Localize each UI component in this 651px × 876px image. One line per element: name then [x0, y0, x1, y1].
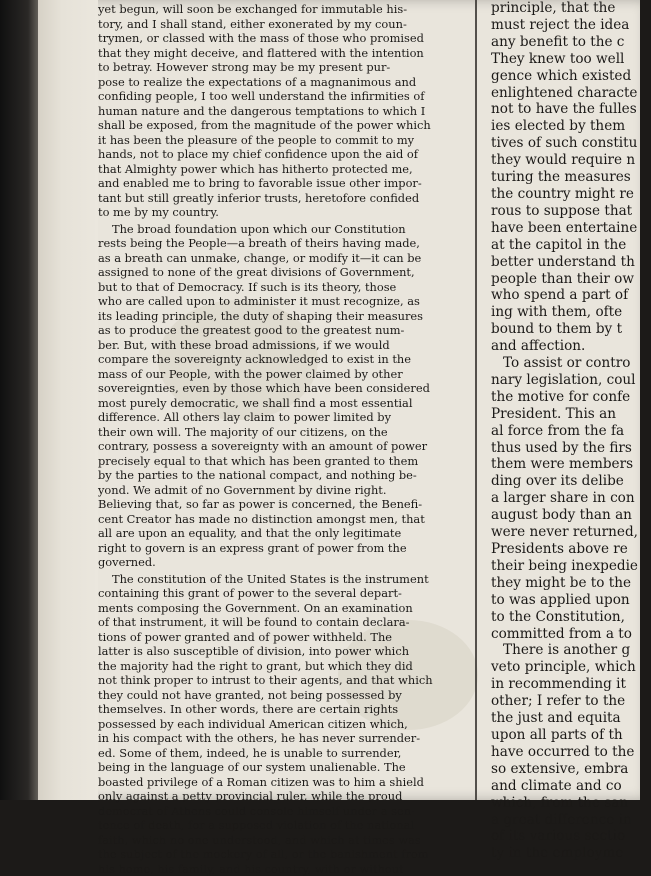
text-line: but to that of Democracy. If such is its theory, those [98, 280, 516, 295]
text-line: upon all parts of th [491, 727, 651, 744]
text-line: a great difference in [491, 812, 651, 829]
text-line: of that instrument, it will be found to contain declara- [98, 615, 516, 630]
text-line: were never returned, [491, 524, 651, 541]
text-line: tives of such constitu [491, 135, 651, 152]
text-line: The broad foundation upon which our Constitution [98, 222, 516, 237]
text-line: There is another g [491, 642, 651, 659]
text-line: precisely equal to that which has been granted to them [98, 454, 516, 469]
text-line: its leading principle, the duty of shaping their measures [98, 309, 516, 324]
text-line: mass of our People, with the power claimed by other [98, 367, 516, 382]
text-line: the just and equita [491, 710, 651, 727]
text-line: tant but still greatly inferior trusts, heretofore confided [98, 191, 516, 206]
text-line: compare the sovereignty acknowledged to exist in the [98, 352, 516, 367]
text-line: Presidents above re [491, 541, 651, 558]
text-line: ding over its delibe [491, 473, 651, 490]
text-line: veto principle, which [491, 659, 651, 676]
text-line: ies elected by them [491, 118, 651, 135]
text-line: a larger share in con [491, 490, 651, 507]
paragraph [98, 2, 516, 220]
text-line: which, from the san [491, 795, 651, 812]
text-line: ber. But, with these broad admissions, if we would [98, 338, 516, 353]
text-line: as to produce the greatest good to the greatest num- [98, 323, 516, 338]
text-line: so extensive, embra [491, 761, 651, 778]
text-line: ty in the employme [491, 845, 651, 862]
text-line: tions of power granted and of power withheld. The [98, 630, 516, 645]
right-text-column [491, 0, 651, 800]
text-line: the motive for confe [491, 389, 651, 406]
column-rule [475, 0, 477, 800]
text-line: and affection. [491, 338, 651, 355]
text-line: not to have the fulles [491, 101, 651, 118]
text-line: enlightened characte [491, 85, 651, 102]
text-line: faith, which no one understood, and which at times was [98, 833, 516, 848]
text-line: of its various sectio [491, 828, 651, 845]
text-line: they would require n [491, 152, 651, 169]
text-line: them were members [491, 456, 651, 473]
paragraph [98, 222, 516, 570]
text-line: trymen, or classed with the mass of those who promised [98, 31, 516, 46]
text-line: not think proper to intrust to their agents, and that which [98, 673, 516, 688]
text-line: to me by my country. [98, 205, 516, 220]
text-line: President. This an [491, 406, 651, 423]
text-line: turing the measures [491, 169, 651, 186]
text-line: nary legislation, coul [491, 372, 651, 389]
text-line: containing this grant of power to the several depart- [98, 586, 516, 601]
text-line: ments composing the Government. On an examination [98, 601, 516, 616]
text-line: ing with them, ofte [491, 304, 651, 321]
paragraph [98, 572, 516, 876]
text-line: that they might deceive, and flattered with the intention [98, 46, 516, 61]
text-line: possessed by each individual American citizen which, [98, 717, 516, 732]
text-line: august body than an [491, 507, 651, 524]
text-line: most purely democratic, we shall find a most essential [98, 396, 516, 411]
text-line: have occurred to the [491, 744, 651, 761]
text-line: other; I refer to the [491, 693, 651, 710]
text-line: at the capitol in the [491, 237, 651, 254]
text-line: al force from the fa [491, 423, 651, 440]
text-line: rests being the People—a breath of theirs having made, [98, 236, 516, 251]
text-line: in his compact with the others, he has never surrender- [98, 731, 516, 746]
text-line: tence of death, for a supposed violation of the national [98, 818, 516, 833]
text-line: by the parties to the national compact, and nothing be- [98, 468, 516, 483]
text-line: committed from a to [491, 626, 651, 643]
text-line: only against a petty provincial ruler, while the proud [98, 789, 516, 804]
text-line: democrat of Athens could console himself under a sen- [98, 804, 516, 819]
text-line: as a breath can unmake, change, or modify it—it can be [98, 251, 516, 266]
text-line: confiding people, I too well understand the infirmities of [98, 89, 516, 104]
text-line: governed. [98, 555, 516, 570]
text-line: better understand th [491, 254, 651, 271]
text-line: must reject the idea [491, 17, 651, 34]
text-line: being in the language of our system unalienable. The [98, 760, 516, 775]
text-line: that Almighty power which has hitherto protected me, [98, 162, 516, 177]
text-line: difference. All others lay claim to power limited by [98, 410, 516, 425]
dark-background [0, 0, 40, 800]
text-line: pose to realize the expectations of a magnanimous and [98, 75, 516, 90]
text-line: they might be to the [491, 575, 651, 592]
text-line: contrary, possess a sovereignty with an amount of power [98, 439, 516, 454]
text-line: to betray. However strong may be my present pur- [98, 60, 516, 75]
text-line: their own will. The majority of our citizens, on the [98, 425, 516, 440]
text-line: Believing that, so far as power is concerned, the Benefi- [98, 497, 516, 512]
text-line: sovereignties, even by those which have been considered [98, 381, 516, 396]
text-line: they could not have granted, not being possessed by [98, 688, 516, 703]
text-line: They knew too well [491, 51, 651, 68]
text-line: assigned to none of the great divisions of Government, [98, 265, 516, 280]
text-line: tory, and I shall stand, either exonerated by my coun- [98, 17, 516, 32]
text-line: who are called upon to administer it must recognize, as [98, 294, 516, 309]
text-line: who spend a part of [491, 287, 651, 304]
text-line: bound to them by t [491, 321, 651, 338]
text-line: hands, not to place my chief confidence upon the aid of [98, 147, 516, 162]
text-line: shall be exposed, from the magnitude of the power which [98, 118, 516, 133]
text-line: human nature and the dangerous temptations to which I [98, 104, 516, 119]
text-line: the country might re [491, 186, 651, 203]
text-line: yet begun, will soon be exchanged for immutable his- [98, 2, 516, 17]
text-line: yond. We admit of no Government by divine right. [98, 483, 516, 498]
text-line: and climate and co [491, 778, 651, 795]
text-line: all are upon an equality, and that the only legitimate [98, 526, 516, 541]
text-line: ed. Some of them, indeed, he is unable to surrender, [98, 746, 516, 761]
text-line: The constitution of the United States is the instrument [98, 572, 516, 587]
text-line: it has been the pleasure of the people to commit to my [98, 133, 516, 148]
text-line: thus used by the firs [491, 440, 651, 457]
text-line: in recommending it [491, 676, 651, 693]
text-line: and enabled me to bring to favorable issue other impor- [98, 176, 516, 191]
text-line: To assist or contro [491, 355, 651, 372]
text-line: latter is also susceptible of division, into power which [98, 644, 516, 659]
text-line: themselves. In other words, there are certain rights [98, 702, 516, 717]
text-line: any benefit to the c [491, 34, 651, 51]
main-text-column [98, 0, 516, 802]
text-line: their being inexpedie [491, 558, 651, 575]
page-margin [38, 0, 98, 800]
text-line: the majority had the right to grant, but which they did [98, 659, 516, 674]
text-line: principle, that the [491, 0, 651, 17]
newspaper-page [38, 0, 640, 800]
text-line: to the Constitution, [491, 609, 651, 626]
text-line: boasted privilege of a Roman citizen was to him a shield [98, 775, 516, 790]
text-line: his home, his family, and his country, with or without [98, 862, 516, 876]
text-line: have been entertaine [491, 220, 651, 237]
text-line: people than their ow [491, 271, 651, 288]
text-line: gence which existed [491, 68, 651, 85]
text-line: cent Creator has made no distinction amongst men, that [98, 512, 516, 527]
text-line: the subject of the mockery of all, or the banishment from [98, 847, 516, 862]
text-line: to was applied upon [491, 592, 651, 609]
text-line: right to govern is an express grant of power from the [98, 541, 516, 556]
text-line: rous to suppose that [491, 203, 651, 220]
